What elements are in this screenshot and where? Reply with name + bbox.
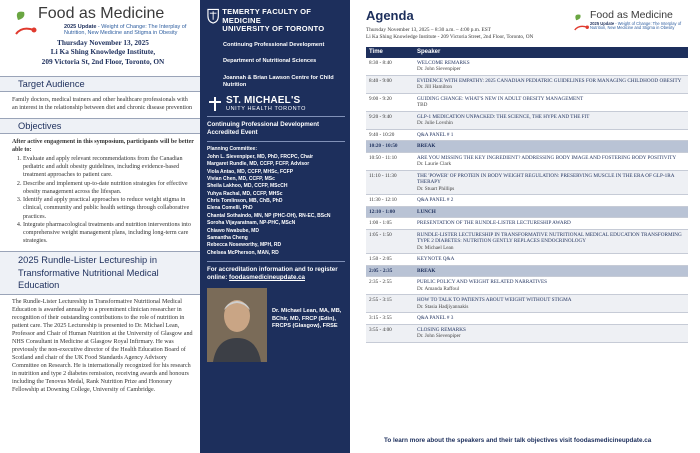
agenda-time: 3:15 - 3:55: [366, 313, 414, 325]
divider: [207, 261, 345, 262]
agenda-time: 2:35 - 2:55: [366, 277, 414, 295]
agenda-row: [366, 195, 688, 207]
agenda-session: [414, 129, 688, 141]
agenda-time: 2:05 - 2:35: [366, 265, 414, 277]
committee-heading: Planning Committee:: [207, 146, 258, 153]
speaker-photo: [207, 288, 267, 362]
agenda-row: [366, 93, 688, 111]
session-title: KEYNOTE Q&A: [417, 256, 455, 263]
committee-member: Chelsea McPherson, MAN, RD: [207, 249, 279, 256]
committee-member: Chantal Sothaindo, MN, NP (PHC-OH), RN-EC, BScN: [207, 212, 331, 219]
agenda-session: [414, 277, 688, 295]
lectureship-heading: 2025 Rundle-Lister Lectureship in Transformative Nutritional Medical Education: [0, 251, 200, 295]
stm-sub: UNITY HEALTH TORONTO: [226, 106, 306, 113]
lawson-centre-line: Joannah & Brian Lawson Centre for Child Nutrition: [223, 74, 334, 88]
logo-title: Food as Medicine: [38, 5, 165, 22]
session-title: PUBLIC POLICY AND WEIGHT RELATED NARRATIVES: [417, 279, 548, 286]
event-venue: Li Ka Shing Knowledge Institute,: [50, 47, 156, 57]
stm-cross-icon: [207, 96, 223, 112]
agenda-session: [414, 75, 688, 93]
agenda-row: [366, 129, 688, 141]
event-date: Thursday November 13, 2025: [57, 37, 149, 47]
agenda-row: [366, 254, 688, 266]
time-column-header: Time: [366, 47, 414, 58]
agenda-time: 9:20 - 9:40: [366, 111, 414, 129]
session-title: ARE YOU MISSING THE KEY INGREDIENT? ADDRESSING BODY IMAGE AND FOSTERING BODY POSITIVITY: [417, 154, 677, 161]
committee-member: Samantha Cheng: [207, 235, 248, 242]
agenda-table: [366, 47, 688, 343]
nutrition-dept-line: Department of Nutritional Sciences: [223, 58, 317, 65]
session-title: EVIDENCE WITH EMPATHY: 2025 CANADIAN PEDIATRIC GUIDELINES FOR MANAGING CHILDHOOD OBESITY: [417, 77, 682, 84]
agenda-logo-title: Food as Medicine: [590, 9, 673, 21]
st-michaels-logo: [207, 96, 345, 112]
right-panel: [350, 0, 700, 453]
session-title: GLP-1 MEDICATION UNPACKED: THE SCIENCE, THE HYPE AND THE FIT: [417, 113, 590, 120]
committee-member: Yuhya Rachal, MD, CCFP, MHSc: [207, 190, 283, 197]
agenda-row: [366, 170, 688, 195]
agenda-time: 3:55 - 4:00: [366, 324, 414, 342]
cpd-line: Continuing Professional Development: [223, 42, 325, 49]
agenda-row: [366, 75, 688, 93]
session-title: THE 'POWER' OF PROTEIN IN BODY WEIGHT REGULATION: PRESERVING MUSCLE IN THE ERA OF GLP-1RA THERAPY: [417, 172, 675, 186]
objective-item: 1. Evaluate and apply relevant recommendations from the Canadian pediatric and adult obesity guidelines, including evidence-based treatment approaches to patient care.: [23, 155, 194, 179]
agenda-time: 9:40 - 10:20: [366, 129, 414, 141]
agenda-session: [414, 265, 688, 277]
agenda-session: [414, 170, 688, 195]
agenda-logo: [572, 10, 690, 41]
session-title: Q&A PANEL # 3: [417, 315, 454, 322]
logo-subtitle: 2025 Update - Weight of Change: The Interplay of Nutrition, New Medicine and Stigma in Obesity: [64, 24, 187, 37]
committee-member: Viola Antao, MD, CCFP, MHSc, FCFP: [207, 168, 294, 175]
agenda-time: 1:50 - 2:05: [366, 254, 414, 266]
stm-name: ST. MICHAEL'S: [226, 95, 301, 107]
committee-member: Soroha Vijayaratnam, NP-PHC, MScN: [207, 220, 296, 227]
accreditation-link[interactable]: foodasmedicineupdate.ca: [229, 274, 306, 282]
agenda-session: [414, 295, 688, 313]
footer-note: To learn more about the speakers and their talk objectives visit foodasmedicineupdate.ca: [384, 437, 652, 444]
session-title: CLOSING REMARKS: [417, 326, 466, 333]
keynote-speaker: [207, 288, 345, 362]
objectives-intro: After active engagement in this symposium, participants will be better able to:: [12, 139, 194, 154]
agenda-time: 10:50 - 11:10: [366, 152, 414, 170]
agenda-session: [414, 324, 688, 342]
session-title: GUIDING CHANGE: WHAT'S NEW IN ADULT OBESITY MANAGEMENT: [417, 95, 584, 102]
session-speaker: Dr. Amanda Raffoul: [417, 285, 460, 292]
session-title: HOW TO TALK TO PATIENTS ABOUT WEIGHT WITHOUT STIGMA: [417, 297, 572, 304]
objective-item: 3. Identify and apply practical approaches to reduce weight stigma in clinical, community and public health settings through collaborative practices.: [23, 196, 194, 220]
agenda-time: 8:30 - 8:40: [366, 58, 414, 76]
session-speaker: Dr. Julie Lovshin: [417, 120, 453, 127]
agenda-time: 9:00 - 9:20: [366, 93, 414, 111]
agenda-time: 2:55 - 3:15: [366, 295, 414, 313]
agenda-row: [366, 324, 688, 342]
session-title: BREAK: [417, 267, 436, 274]
apple-leaf-icon: [12, 6, 38, 36]
agenda-time: 8:40 - 9:00: [366, 75, 414, 93]
target-audience-text: Family doctors, medical trainers and other healthcare professionals with an interest in the relationship between diet and chronic disease prevention: [12, 97, 193, 112]
session-speaker: Dr. Jill Hamilton: [417, 84, 453, 91]
speaker-caption: Dr. Michael Lean, MA, MB, BChir, MD, FRCP (Edin), FRCPS (Glasgow), FRSE: [272, 308, 342, 330]
agenda-session: [414, 152, 688, 170]
session-title: WELCOME REMARKS: [417, 59, 470, 66]
agenda-session: [414, 93, 688, 111]
uoft-line1: TEMERTY FACULTY OF MEDICINE: [222, 7, 312, 25]
session-title: Q&A PANEL # 1: [417, 131, 454, 138]
agenda-row: [366, 313, 688, 325]
agenda-time: 10:20 - 10:50: [366, 141, 414, 153]
divider: [207, 141, 345, 142]
committee-member: Sheila Lakhoo, MD, CCFP, MScCH: [207, 183, 288, 190]
objective-item: 4. Integrate pharmacological treatments and nutrition interventions into comprehensive weight management plans, including long-term care strategies.: [23, 221, 194, 245]
session-speaker: Dr. Stuart Phillips: [417, 185, 455, 192]
committee-member: Chiawo Nwabube, MD: [207, 227, 259, 234]
agenda-row: [366, 141, 688, 153]
uoft-logo: [207, 8, 345, 34]
agenda-header-row: [366, 47, 688, 58]
committee-member: Margaret Rundle, MD, CCFP, FCFP, Advisor: [207, 161, 310, 168]
agenda-row: [366, 152, 688, 170]
session-speaker: Dr. John Sievenpiper: [417, 333, 461, 340]
agenda-row: [366, 206, 688, 218]
objective-item: 2. Describe and implement up-to-date nutrition strategies for effective obesity management across the lifespan.: [23, 180, 194, 196]
agenda-session: [414, 313, 688, 325]
session-title: LUNCH: [417, 208, 436, 215]
agenda-row: [366, 277, 688, 295]
agenda-time: 1:05 - 1:50: [366, 229, 414, 254]
left-panel: [0, 0, 200, 453]
planning-committee: [207, 146, 345, 257]
accredited-event: Continuing Professional Development Accredited Event: [207, 121, 320, 137]
agenda-row: [366, 229, 688, 254]
objectives-heading: Objectives: [0, 118, 200, 134]
divider: [207, 116, 345, 117]
event-address: 209 Victoria St, 2nd Floor, Toronto, ON: [41, 57, 165, 67]
agenda-row: [366, 111, 688, 129]
event-info: [12, 38, 194, 68]
agenda-logo-subtitle: 2025 Update - Weight of Change: The Interplay of Nutrition, New Medicine and Stigma in Obesity: [590, 20, 682, 31]
agenda-title: Agenda: [366, 8, 414, 23]
agenda-time: 11:10 - 11:30: [366, 170, 414, 195]
session-title: RUNDLE-LISTER LECTURESHIP IN TRANSFORMATIVE NUTRITIONAL MEDICAL EDUCATION TRANSFORMING TYPE 2 DIABETES: NUTRITION GENTLY REPLACES ENDOCRINOLOGY: [417, 231, 682, 245]
agenda-row: [366, 295, 688, 313]
agenda-session: [414, 218, 688, 230]
event-logo: [12, 6, 194, 37]
agenda-session: [414, 141, 688, 153]
session-speaker: Dr. Stasia Hadjiyannakis: [417, 303, 469, 310]
agenda-meta: Thursday November 13, 2025 – 8:30 a.m. – 4:00 p.m. EST Li Ka Shing Knowledge Institute - 209 Victoria Street, 2nd Floor, Toronto, ON: [366, 27, 534, 40]
session-speaker: Dr. John Sievenpiper: [417, 66, 461, 73]
target-audience-heading: Target Audience: [0, 76, 200, 92]
session-title: PRESENTATION OF THE RUNDLE-LISTER LECTURESHIP AWARD: [417, 220, 571, 227]
accreditation-text: For accreditation information and to register online:: [207, 266, 338, 282]
committee-member: Chris Tomlinson, MB, ChB, PhD: [207, 198, 283, 205]
agenda-session: [414, 254, 688, 266]
agenda-session: [414, 229, 688, 254]
lectureship-text: The Rundle-Lister Lectureship in Transformative Nutritional Medical Education is awarded annually to a preeminent clinician researcher in recognition of their outstanding contributions to the role of nutrition in patient care. The 2025 Lectureship is presented to Dr. Michael Lean, Professor and Chair of Human Nutrition at the University of Glasgow and NHS Consultant in Medicine at Glasgow Royal Infirmary. He was previously the non-executive director of the Health Education Board of Scotland and chair of the UK Food Standards Agency Advisory Committee on Research. He is internationally recognized for his research in nutrition and type 2 diabetes remission, receiving awards and honours including the Tenovus Medal, Rank Nutrition Prize and Honorary Fellowship at Downing College, University of Cambridge.: [12, 298, 193, 394]
agenda-row: [366, 218, 688, 230]
agenda-session: [414, 195, 688, 207]
uoft-line2: UNIVERSITY OF TORONTO: [222, 24, 325, 34]
crest-icon: [207, 8, 219, 24]
session-speaker: TBD: [417, 102, 428, 109]
accreditation-info: [207, 266, 345, 282]
session-speaker: Dr. Laurie Clark: [417, 161, 452, 168]
committee-member: John L. Sievenpiper, MD, PhD, FRCPC, Chair: [207, 153, 314, 160]
agenda-session: [414, 206, 688, 218]
agenda-row: [366, 265, 688, 277]
agenda-time: 12:10 - 1:00: [366, 206, 414, 218]
committee-member: Elena Comelli, PhD: [207, 205, 253, 212]
apple-leaf-icon: [572, 10, 590, 32]
agenda-session: [414, 111, 688, 129]
session-speaker: Dr. Michael Lean: [417, 244, 454, 251]
session-title: BREAK: [417, 143, 436, 150]
agenda-row: [366, 58, 688, 76]
agenda-session: [414, 58, 688, 76]
session-title: Q&A PANEL # 2: [417, 197, 454, 204]
middle-panel: [200, 0, 350, 453]
objectives-list: [12, 155, 194, 245]
agenda-time: 1:00 - 1:05: [366, 218, 414, 230]
committee-member: Rebecca Noseworthy, MPH, RD: [207, 242, 282, 249]
agenda-time: 11:30 - 12:10: [366, 195, 414, 207]
speaker-column-header: Speaker: [414, 47, 688, 58]
committee-member: Vivian Chen, MD, CCFP, MSc: [207, 175, 275, 182]
